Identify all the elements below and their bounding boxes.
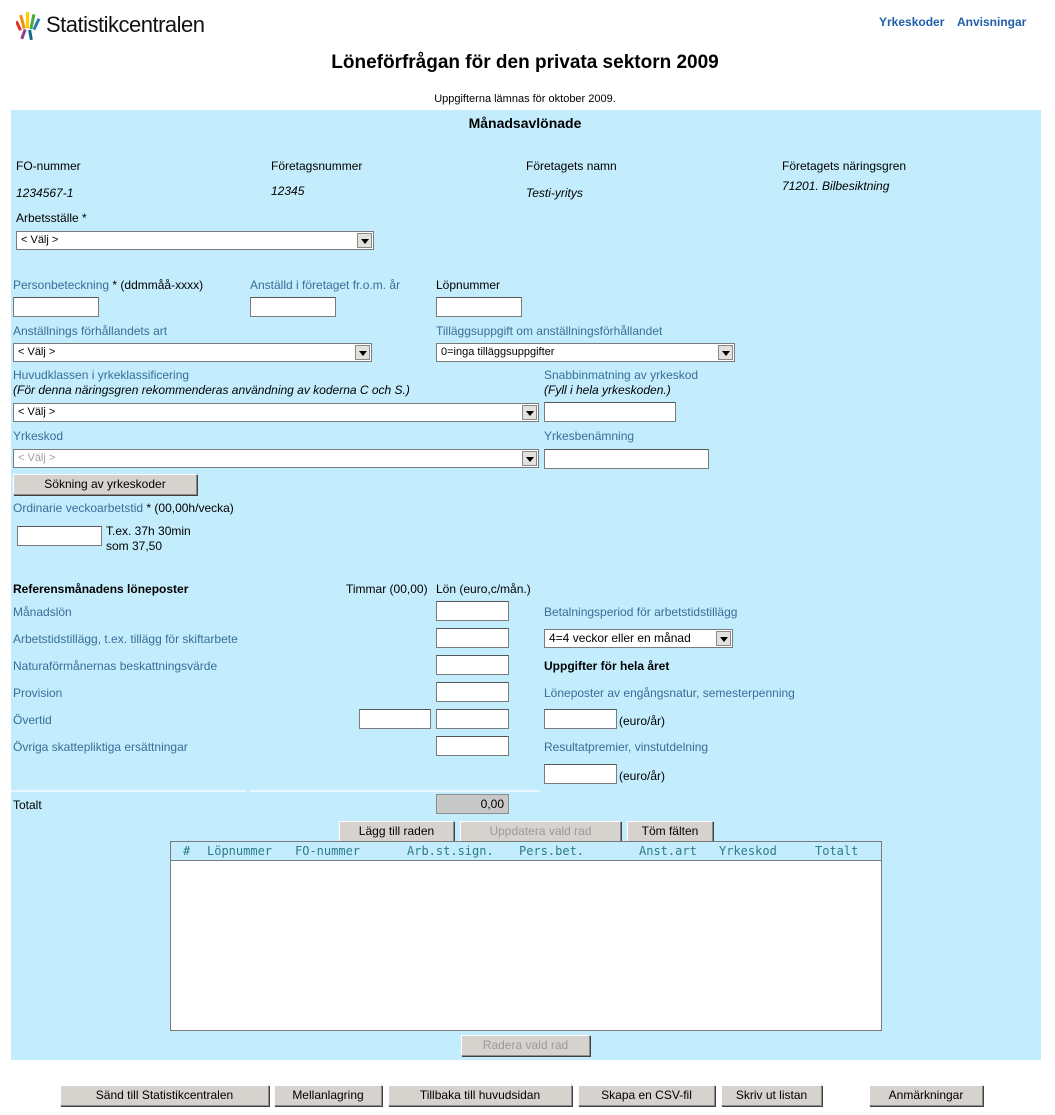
snabb-label: Snabbinmatning av yrkeskod bbox=[544, 368, 699, 382]
logo bbox=[16, 9, 42, 44]
column-header: Totalt bbox=[815, 844, 859, 858]
update-row-button[interactable]: Uppdatera vald rad bbox=[460, 821, 621, 842]
arbetstidstillagg-input[interactable] bbox=[436, 628, 509, 648]
subtitle: Uppgifterna lämnas för oktober 2009. bbox=[434, 93, 616, 105]
anstallning-art-value: < Välj > bbox=[18, 346, 56, 358]
chevron-down-icon bbox=[355, 345, 370, 360]
fo-label: FO-nummer bbox=[16, 159, 81, 173]
engangs-input[interactable] bbox=[544, 709, 617, 729]
resultatpremier-input[interactable] bbox=[544, 764, 617, 784]
provision-input[interactable] bbox=[436, 682, 509, 702]
column-header: Yrkeskod bbox=[719, 844, 777, 858]
huvudklass-value: < Välj > bbox=[18, 406, 56, 418]
naturaformaner-input[interactable] bbox=[436, 655, 509, 675]
yrkesbenamning-label: Yrkesbenämning bbox=[544, 429, 635, 443]
arbetstid-label-text: Ordinarie veckoarbetstid bbox=[13, 501, 144, 515]
column-header: Pers.bet. bbox=[519, 844, 585, 858]
overtid-timmar-input[interactable] bbox=[359, 709, 431, 729]
lopnummer-input[interactable] bbox=[436, 297, 522, 317]
provision-label: Provision bbox=[13, 686, 63, 700]
link-yrkeskoder[interactable]: Yrkeskoder bbox=[879, 15, 945, 29]
save-draft-button[interactable]: Mellanlagring bbox=[274, 1085, 382, 1106]
huvudklass-label: Huvudklassen i yrkeklassificering bbox=[13, 368, 190, 382]
divider bbox=[250, 790, 540, 792]
personbeteckning-label bbox=[13, 278, 203, 292]
listbox-header bbox=[171, 842, 881, 861]
print-list-button[interactable]: Skriv ut listan bbox=[721, 1085, 822, 1106]
company-name-label: Företagets namn bbox=[526, 159, 617, 173]
overtid-label: Övertid bbox=[13, 713, 52, 727]
chevron-down-icon bbox=[522, 405, 537, 420]
chevron-down-icon bbox=[357, 233, 372, 248]
arbetstid-label-suffix: * (00,00h/vecka) bbox=[146, 501, 234, 515]
company-name-value: Testi-yritys bbox=[526, 186, 583, 200]
manadslon-input[interactable] bbox=[436, 601, 509, 621]
chevron-down-icon bbox=[522, 451, 537, 466]
page-title: Löneförfrågan för den privata sektorn 2009 bbox=[331, 52, 719, 73]
column-header: FO-nummer bbox=[295, 844, 361, 858]
arbetsstalle-select[interactable] bbox=[16, 231, 374, 250]
snabb-note: (Fyll i hela yrkeskoden.) bbox=[544, 383, 671, 397]
back-to-main-button[interactable]: Tillbaka till huvudsidan bbox=[388, 1085, 572, 1106]
manadslon-label: Månadslön bbox=[13, 605, 72, 619]
personbeteckning-label-text: Personbeteckning bbox=[13, 278, 110, 292]
engangs-label: Löneposter av engångsnatur, semesterpenning bbox=[544, 686, 795, 700]
yrkeskod-label: Yrkeskod bbox=[13, 429, 64, 443]
lon-column-header: Lön (euro,c/mån.) bbox=[436, 582, 531, 596]
ovriga-input[interactable] bbox=[436, 736, 509, 756]
send-button[interactable]: Sänd till Statistikcentralen bbox=[60, 1085, 269, 1106]
huvudklass-note: (För denna näringsgren rekommenderas användning av koderna C och S.) bbox=[13, 383, 410, 397]
fo-value: 1234567-1 bbox=[16, 186, 74, 200]
overtid-input[interactable] bbox=[436, 709, 509, 729]
loneposter-heading: Referensmånadens löneposter bbox=[13, 582, 189, 596]
search-yrkeskoder-button[interactable]: Sökning av yrkeskoder bbox=[13, 474, 197, 495]
arbetstid-hint-2: som 37,50 bbox=[106, 539, 163, 553]
betalningsperiod-label: Betalningsperiod för arbetstidstillägg bbox=[544, 605, 738, 619]
anstallning-art-select[interactable] bbox=[13, 343, 372, 362]
brand-name: Statistikcentralen bbox=[46, 12, 205, 37]
company-number-label: Företagsnummer bbox=[271, 159, 363, 173]
lopnummer-label: Löpnummer bbox=[436, 278, 501, 292]
arbetstid-label bbox=[13, 501, 234, 515]
rows-listbox[interactable] bbox=[170, 841, 882, 1031]
yrkeskod-value: < Välj > bbox=[18, 452, 56, 464]
company-number-value: 12345 bbox=[271, 184, 305, 198]
huvudklass-select[interactable] bbox=[13, 403, 539, 422]
create-csv-button[interactable]: Skapa en CSV-fil bbox=[578, 1085, 715, 1106]
resultatpremier-unit: (euro/år) bbox=[619, 769, 666, 783]
column-header: Anst.art bbox=[639, 844, 697, 858]
snabb-input[interactable] bbox=[544, 402, 676, 422]
arbetsstalle-label: Arbetsställe * bbox=[16, 211, 87, 225]
section-title: Månadsavlönade bbox=[468, 115, 582, 131]
totalt-value: 0,00 bbox=[436, 794, 509, 814]
hela-aret-heading: Uppgifter för hela året bbox=[544, 659, 670, 673]
anstalld-input[interactable] bbox=[250, 297, 336, 317]
column-header: Löpnummer bbox=[207, 844, 273, 858]
tillagg-label: Tilläggsuppgift om anställningsförhållandet bbox=[436, 324, 663, 338]
link-anvisningar[interactable]: Anvisningar bbox=[957, 15, 1027, 29]
timmar-column-header: Timmar (00,00) bbox=[346, 582, 428, 596]
anstallning-art-label: Anställnings förhållandets art bbox=[13, 324, 168, 338]
column-header: # bbox=[183, 844, 191, 858]
delete-row-button[interactable]: Radera vald rad bbox=[461, 1035, 590, 1056]
anstalld-label: Anställd i företaget fr.o.m. år bbox=[250, 278, 401, 292]
statistikcentralen-logo-icon bbox=[16, 9, 42, 41]
arbetstidstillagg-label: Arbetstidstillägg, t.ex. tillägg för skiftarbete bbox=[13, 632, 238, 646]
add-row-button[interactable]: Lägg till raden bbox=[339, 821, 454, 842]
betalningsperiod-value: 4=4 veckor eller en månad bbox=[549, 631, 691, 645]
engangs-unit: (euro/år) bbox=[619, 714, 666, 728]
arbetstid-input[interactable] bbox=[17, 526, 102, 546]
clear-fields-button[interactable]: Töm fälten bbox=[627, 821, 713, 842]
tillagg-value: 0=inga tilläggsuppgifter bbox=[441, 346, 555, 358]
naturaformaner-label: Naturaförmånernas beskattningsvärde bbox=[13, 659, 218, 673]
chevron-down-icon bbox=[716, 631, 731, 646]
chevron-down-icon bbox=[718, 345, 733, 360]
divider bbox=[11, 790, 246, 792]
personbeteckning-label-suffix: * (ddmmåå-xxxx) bbox=[112, 278, 204, 292]
arbetsstalle-select-value: < Välj > bbox=[21, 234, 59, 246]
yrkeskod-select[interactable] bbox=[13, 449, 539, 468]
column-header: Arb.st.sign. bbox=[407, 844, 494, 858]
yrkesbenamning-input[interactable] bbox=[544, 449, 709, 469]
arbetstid-hint-1: T.ex. 37h 30min bbox=[106, 524, 191, 538]
totalt-label: Totalt bbox=[13, 798, 42, 812]
resultatpremier-label: Resultatpremier, vinstutdelning bbox=[544, 740, 709, 754]
betalningsperiod-select[interactable] bbox=[544, 629, 733, 648]
personbeteckning-input[interactable] bbox=[13, 297, 99, 317]
remarks-button[interactable]: Anmärkningar bbox=[869, 1085, 983, 1106]
ovriga-label: Övriga skattepliktiga ersättningar bbox=[13, 740, 188, 754]
industry-label: Företagets näringsgren bbox=[782, 159, 907, 173]
industry-value: 71201. Bilbesiktning bbox=[782, 179, 890, 193]
tillagg-select[interactable] bbox=[436, 343, 735, 362]
